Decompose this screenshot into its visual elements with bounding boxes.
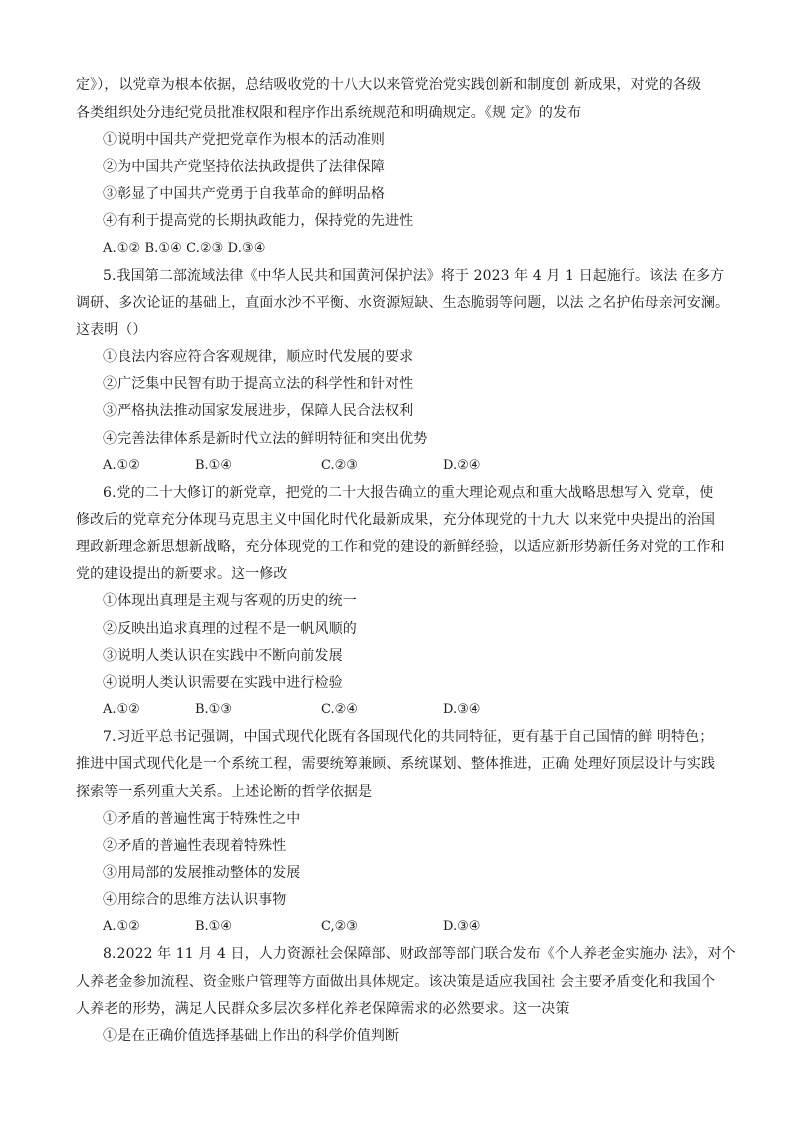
- q4-choice-2: ②为中国共产党坚持依法执政提供了法律保障: [103, 159, 385, 175]
- q6-stem-line-3: 理政新理念新思想新战略，充分体现党的工作和党的建设的新鲜经验，以适应新形势新任务对党的工作和: [76, 539, 725, 555]
- q6-option-a: A.①②: [103, 702, 140, 717]
- q5-stem-line-1: 5.我国第二部流域法律《中华人民共和国黄河保护法》将于 2023 年 4 月 1 日起施行。该法 在多方: [103, 268, 725, 284]
- q6-option-d: D.③④: [443, 702, 481, 717]
- q6-choice-4: ④说明人类认识需要在实践中进行检验: [103, 675, 343, 691]
- q7-option-d: D.③④: [443, 919, 481, 934]
- q7-stem-line-3: 探索等一系列重大关系。上述论断的哲学依据是: [76, 784, 373, 800]
- q7-option-a: A.①②: [103, 919, 140, 934]
- q6-choice-3: ③说明人类认识在实践中不断向前发展: [103, 648, 343, 664]
- q5-option-d: D.②④: [443, 458, 481, 473]
- q7-stem-line-1: 7.习近平总书记强调，中国式现代化既有各国现代化的共同特征，更有基于自己国情的鲜 明特色；: [103, 729, 714, 745]
- q8-stem-line-3: 人养老的形势，满足人民群众多层次多样化养老保障需求的必然要求。这一决策: [76, 1001, 570, 1017]
- q5-option-c: C.②③: [321, 458, 358, 473]
- q6-stem-line-4: 党的建设提出的新要求。这一修改: [76, 566, 288, 582]
- q7-option-c: C,②③: [321, 919, 358, 934]
- q7-choice-1: ①矛盾的普遍性寓于特殊性之中: [103, 811, 301, 827]
- q6-stem-line-1: 6.党的二十大修订的新党章，把党的二十大报告确立的重大理论观点和重大战略思想写入 党章，使: [103, 485, 714, 501]
- q4-stem-line-1: 定》），以党章为根本依据，总结吸收党的十八大以来管党治党实践创新和制度创 新成果，对党的各级: [76, 77, 702, 93]
- q5-option-a: A.①②: [103, 458, 140, 473]
- q6-option-b: B.①③: [195, 702, 232, 717]
- q4-choice-1: ①说明中国共产党把党章作为根本的活动准则: [103, 132, 385, 148]
- q7-choice-3: ③用局部的发展推动整体的发展: [103, 865, 301, 881]
- q5-choice-2: ②广泛集中民智有助于提高立法的科学性和针对性: [103, 376, 414, 392]
- q8-choice-1: ①是在正确价值选择基础上作出的科学价值判断: [103, 1028, 400, 1044]
- q6-choice-2: ②反映出追求真理的过程不是一帆风顺的: [103, 621, 357, 637]
- q6-choice-1: ①体现出真理是主观与客观的历史的统一: [103, 593, 357, 609]
- q7-stem-line-2: 推进中国式现代化是一个系统工程，需要统筹兼顾、系统谋划、整体推进，正确 处理好顶层设计与实践: [76, 756, 716, 772]
- q6-stem-line-2: 修改后的党章充分体现马克思主义中国化时代化最新成果，充分体现党的十九大 以来党中央提出的治国: [76, 512, 716, 528]
- q4-options: A.①② B.①④ C.②③ D.③④: [103, 241, 266, 256]
- q5-option-b: B.①④: [195, 458, 232, 473]
- q4-stem-line-2: 各类组织处分违纪党员批准权限和程序作出系统规范和明确规定。《规 定》的发布: [76, 105, 582, 121]
- q5-choice-3: ③严格执法推动国家发展进步，保障人民合法权利: [103, 403, 414, 419]
- q4-choice-4: ④有利于提高党的长期执政能力，保持党的先进性: [103, 213, 414, 229]
- q7-choice-4: ④用综合的思维方法认识事物: [103, 892, 287, 908]
- q7-choice-2: ②矛盾的普遍性表现着特殊性: [103, 838, 287, 854]
- q5-choice-1: ①良法内容应符合客观规律，顺应时代发展的要求: [103, 349, 414, 365]
- q5-stem-line-3: 这表明（）: [76, 322, 147, 338]
- q8-stem-line-2: 人养老金参加流程、资金账户管理等方面做出具体规定。该决策是适应我国社 会主要矛盾变化和我国个: [76, 974, 716, 990]
- q6-option-c: C.②④: [321, 702, 358, 717]
- q7-option-b: B.①④: [195, 919, 232, 934]
- q4-choice-3: ③彰显了中国共产党勇于自我革命的鲜明品格: [103, 186, 385, 202]
- q5-stem-line-2: 调研、多次论证的基础上，直面水沙不平衡、水资源短缺、生态脆弱等问题，以法 之名护佑母亲河安澜。: [76, 295, 730, 311]
- q8-stem-line-1: 8.2022 年 11 月 4 日，人力资源社会保障部、财政部等部门联合发布《个人养老金实施办 法》，对个: [103, 946, 736, 962]
- q5-choice-4: ④完善法律体系是新时代立法的鲜明特征和突出优势: [103, 431, 428, 447]
